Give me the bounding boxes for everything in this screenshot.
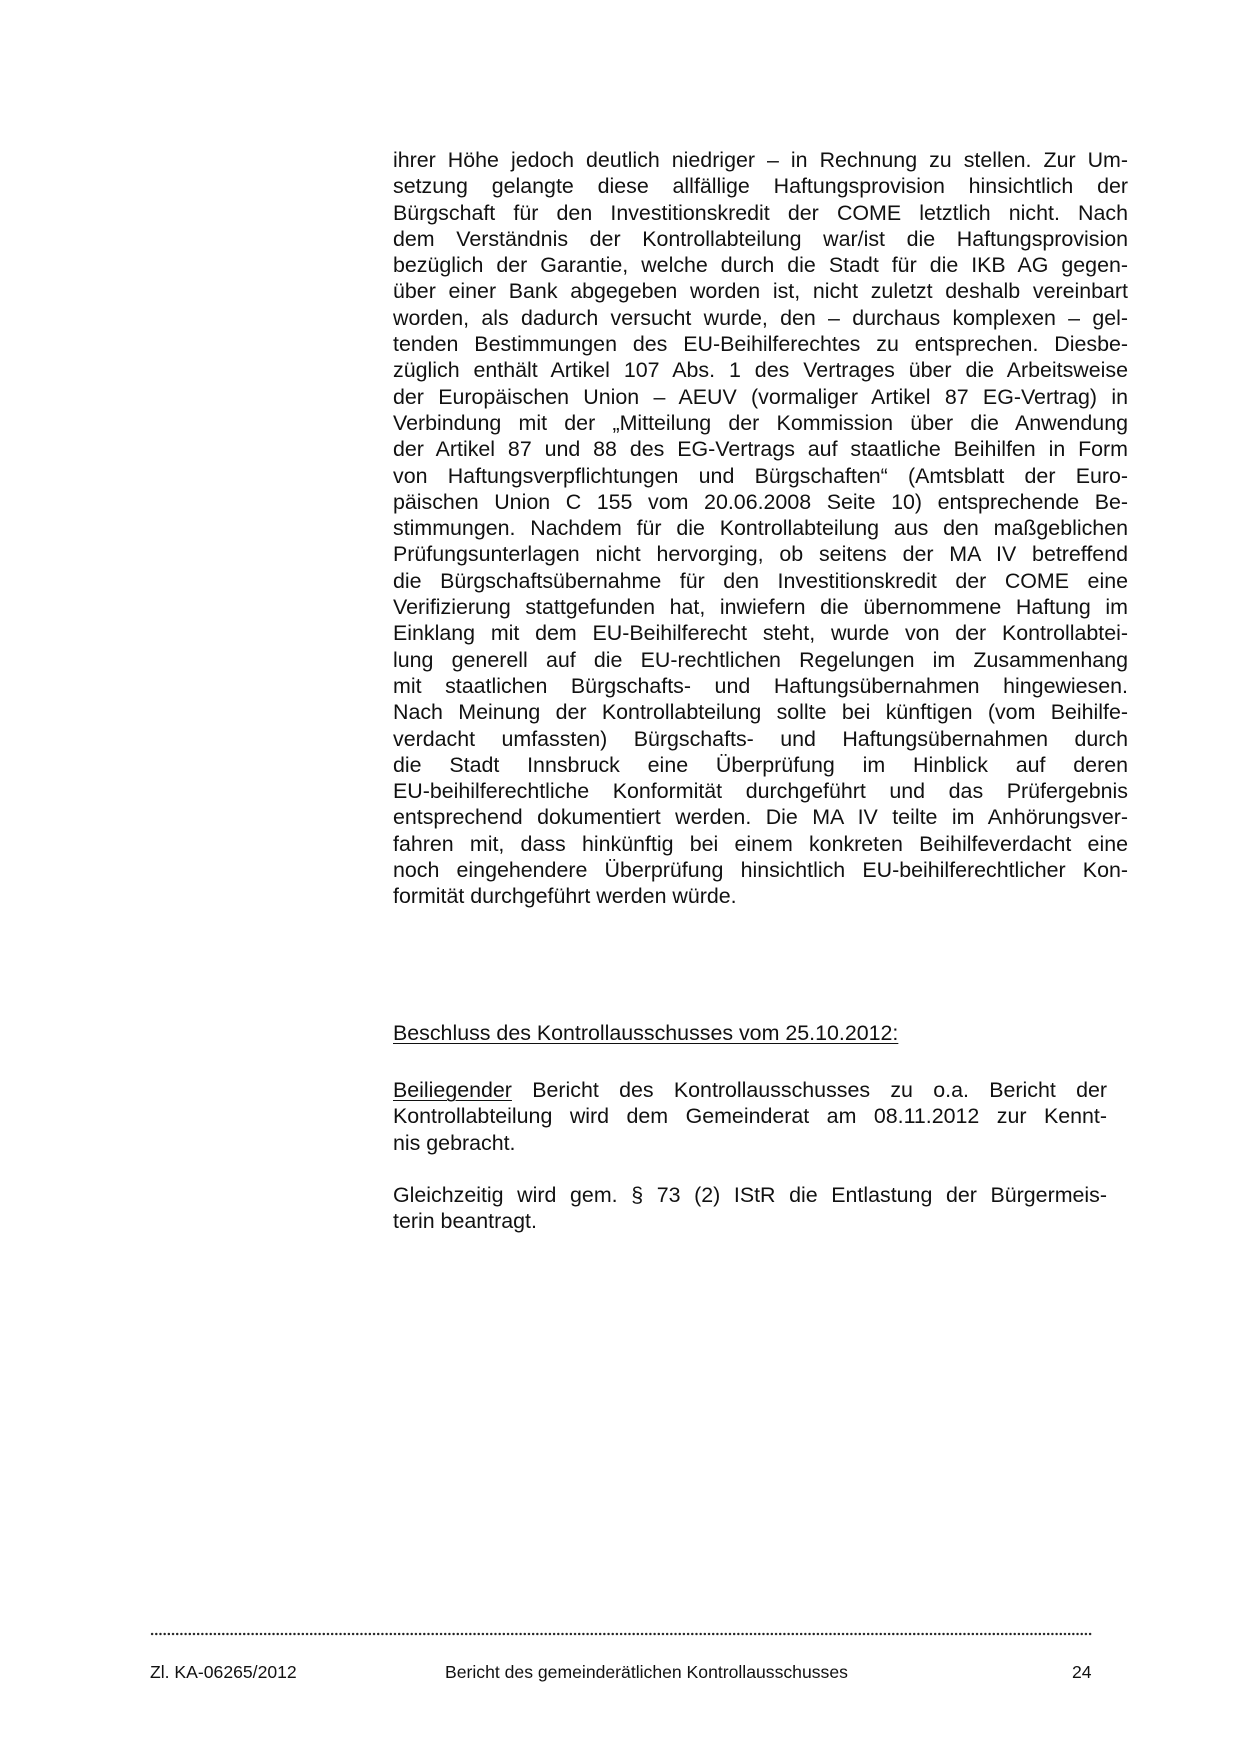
resolution-line: Gleichzeitig wird gem. § 73 (2) IStR die Entlastung der Bürgermeis- bbox=[393, 1183, 1107, 1207]
paragraph-line: tenden Bestimmungen des EU-Beihilferechtes zu entsprechen. Diesbe- bbox=[393, 332, 1128, 357]
resolution-line-rest: Bericht des Kontrollausschusses zu o.a. Bericht der bbox=[511, 1078, 1107, 1102]
footer-reference: Zl. KA-06265/2012 bbox=[150, 1662, 297, 1682]
resolution-lead-word: Beiliegender bbox=[393, 1078, 512, 1102]
paragraph-line: dem Verständnis der Kontrollabteilung war/ist die Haftungsprovision bbox=[393, 226, 1128, 251]
paragraph-line: entsprechend dokumentiert werden. Die MA IV teilte im Anhörungsver- bbox=[393, 805, 1128, 830]
paragraph-line: fahren mit, dass hinkünftig bei einem konkreten Beihilfeverdacht eine bbox=[393, 831, 1128, 856]
paragraph-line: Bürgschaft für den Investitionskredit der COME letztlich nicht. Nach bbox=[393, 200, 1128, 225]
report-paragraph bbox=[393, 147, 1128, 910]
paragraph-line: Verbindung mit der „Mitteilung der Kommission über die Anwendung bbox=[393, 410, 1128, 435]
paragraph-line: EU-beihilferechtliche Konformität durchgeführt und das Prüfergebnis bbox=[393, 779, 1128, 804]
paragraph-line: mit staatlichen Bürgschafts- und Haftungsübernahmen hingewiesen. bbox=[393, 673, 1128, 698]
paragraph-line: Verifizierung stattgefunden hat, inwiefern die übernommene Haftung im bbox=[393, 595, 1128, 620]
resolution-line: nis gebracht. bbox=[393, 1130, 516, 1155]
paragraph-line: päischen Union C 155 vom 20.06.2008 Seite 10) entsprechende Be- bbox=[393, 489, 1128, 514]
resolution-line bbox=[393, 1077, 1107, 1103]
paragraph-line: stimmungen. Nachdem für die Kontrollabteilung aus den maßgeblichen bbox=[393, 516, 1128, 541]
paragraph-line: lung generell auf die EU-rechtlichen Regelungen im Zusammenhang bbox=[393, 647, 1128, 672]
resolution-line: terin beantragt. bbox=[393, 1209, 537, 1234]
footer-title: Bericht des gemeinderätlichen Kontrollausschusses bbox=[445, 1662, 848, 1682]
paragraph-line: die Bürgschaftsübernahme für den Investitionskredit der COME eine bbox=[393, 568, 1128, 593]
paragraph-line: über einer Bank abgegeben worden ist, nicht zuletzt deshalb vereinbart bbox=[393, 279, 1128, 304]
resolution-discharge bbox=[393, 1182, 1107, 1235]
paragraph-line: Prüfungsunterlagen nicht hervorging, ob seitens der MA IV betreffend bbox=[393, 542, 1128, 567]
resolution-heading: Beschluss des Kontrollausschusses vom 25.10.2012: bbox=[393, 1021, 899, 1045]
paragraph-line: ihrer Höhe jedoch deutlich niedriger – in Rechnung zu stellen. Zur Um- bbox=[393, 148, 1128, 172]
paragraph-line: Nach Meinung der Kontrollabteilung sollte bei künftigen (vom Beihilfe- bbox=[393, 700, 1128, 725]
resolution-body bbox=[393, 1077, 1107, 1156]
footer-dotted-rule bbox=[150, 1632, 1092, 1636]
paragraph-line: verdacht umfassten) Bürgschafts- und Haftungsübernahmen durch bbox=[393, 726, 1128, 751]
paragraph-line: züglich enthält Artikel 107 Abs. 1 des Vertrages über die Arbeitsweise bbox=[393, 358, 1128, 383]
paragraph-line: von Haftungsverpflichtungen und Bürgschaften“ (Amtsblatt der Euro- bbox=[393, 463, 1128, 488]
resolution-line: Kontrollabteilung wird dem Gemeinderat am 08.11.2012 zur Kennt- bbox=[393, 1104, 1107, 1129]
paragraph-line: die Stadt Innsbruck eine Überprüfung im Hinblick auf deren bbox=[393, 752, 1128, 777]
paragraph-line: der Europäischen Union – AEUV (vormaliger Artikel 87 EG-Vertrag) in bbox=[393, 384, 1128, 409]
paragraph-line: Einklang mit dem EU-Beihilferecht steht, wurde von der Kontrollabtei- bbox=[393, 621, 1128, 646]
paragraph-line: bezüglich der Garantie, welche durch die Stadt für die IKB AG gegen- bbox=[393, 253, 1128, 278]
paragraph-line: der Artikel 87 und 88 des EG-Vertrags auf staatliche Beihilfen in Form bbox=[393, 437, 1128, 462]
page-number: 24 bbox=[1072, 1662, 1092, 1682]
paragraph-line: noch eingehendere Überprüfung hinsichtlich EU-beihilferechtlicher Kon- bbox=[393, 858, 1128, 883]
paragraph-line: worden, als dadurch versucht wurde, den – durchaus komplexen – gel- bbox=[393, 305, 1128, 330]
paragraph-line: setzung gelangte diese allfällige Haftungsprovision hinsichtlich der bbox=[393, 174, 1128, 199]
paragraph-line: formität durchgeführt werden würde. bbox=[393, 884, 737, 909]
